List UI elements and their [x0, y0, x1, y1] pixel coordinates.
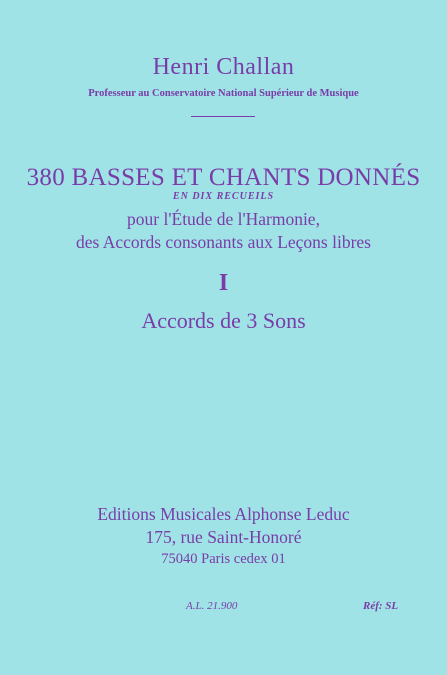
author-name: Henri Challan	[152, 54, 295, 80]
book-title: 380 BASSES ET CHANTS DONNÉS	[26, 164, 421, 191]
description-line-1: pour l'Étude de l'Harmonie,	[127, 209, 320, 229]
catalog-number: A.L. 21.900	[186, 600, 238, 612]
publisher-street: 175, rue Saint-Honoré	[145, 527, 302, 547]
reference-code: Réf: SL	[363, 600, 399, 612]
publisher-city: 75040 Paris cedex 01	[161, 551, 286, 567]
author-affiliation: Professeur au Conservatoire National Supérieur de Musique	[88, 88, 359, 99]
volume-number: I	[218, 270, 229, 296]
publisher-name: Editions Musicales Alphonse Leduc	[97, 504, 350, 524]
book-subtitle: EN DIX RECUEILS	[172, 191, 275, 202]
divider-rule	[191, 116, 255, 117]
description-line-2: des Accords consonants aux Leçons libres	[76, 232, 371, 252]
volume-subject: Accords de 3 Sons	[141, 308, 306, 333]
